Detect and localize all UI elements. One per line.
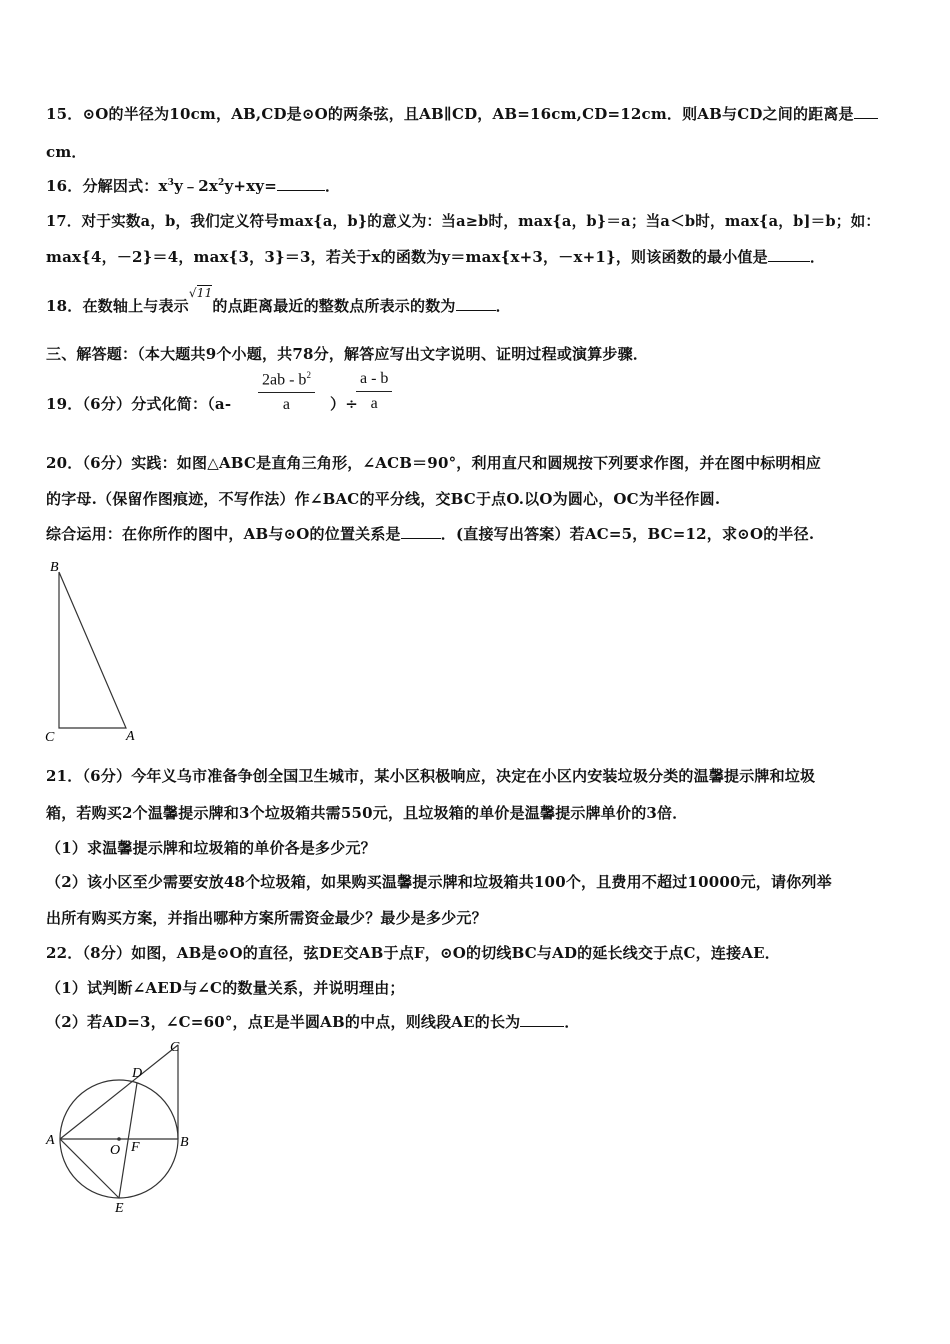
q21-line2: 箱，若购买2个温馨提示牌和3个垃圾箱共需550元，且垃圾箱的单价是温馨提示牌单价的3倍． [46,804,688,822]
q15-line1: 15．⊙O的半径为10cm，AB,CD是⊙O的两条弦，且AB∥CD，AB=16cm,CD=12cm．则AB与CD之间的距离是 [46,103,878,124]
q22-line3: （2）若AD=3，∠C=60°，点E是半圆AB的中点，则线段AE的长为 ． [46,1013,580,1031]
sqrt-11: √11 [188,286,213,300]
answer-blank [854,104,878,119]
q20-line1: 20．（6分）实践：如图△ABC是直角三角形，∠ACB＝90°，利用直尺和圆规按下列要求作图，并在图中标明相应 [46,454,822,472]
line-ac [60,1045,178,1139]
q21-line5: 出所有购买方案，并指出哪种方案所需资金最少？最少是多少元？ [46,909,487,927]
q15-line2: cm． [46,143,87,161]
q21-line3: （1）求温馨提示牌和垃圾箱的单价各是多少元？ [46,839,376,857]
q20-line2: 的字母.（保留作图痕迹，不写作法）作∠BAC的平分线，交BC于点O.以O为圆心，OC为半径作圆. [46,490,721,508]
q19-fraction-1: $2ab - b^2$ a [258,370,315,414]
q19-prefix: 19．（6分）分式化简：（a- [46,395,232,413]
q20-triangle-figure [40,555,150,750]
answer-blank [401,524,441,539]
label-a: A [46,1133,55,1148]
q19-fraction-2: a - b a [356,370,392,413]
label-d: D [132,1066,143,1081]
label-e: E [115,1201,124,1215]
label-c: C [45,730,55,745]
label-o: O [110,1143,121,1158]
triangle-abc [59,572,126,728]
q18-line: 18．在数轴上与表示√11的点距离最近的整数点所表示的数为 ． [46,286,511,315]
q21-line1: 21．（6分）今年义乌市准备争创全国卫生城市，某小区积极响应，决定在小区内安装垃圾分类的温馨提示牌和垃圾 [46,767,816,785]
label-b: B [50,560,59,575]
q21-line4: （2）该小区至少需要安放48个垃圾箱，如果购买温馨提示牌和垃圾箱共100个，且费用不超过10000元，请你列举 [46,873,832,891]
q22-line1: 22．（8分）如图，AB是⊙O的直径，弦DE交AB于点F，⊙O的切线BC与AD的延长线交于点C，连接AE． [46,944,780,962]
center-point-o [117,1137,121,1141]
label-a: A [126,729,135,744]
label-f: F [131,1140,140,1155]
answer-blank [277,176,325,191]
section-3-heading: 三、解答题：（本大题共9个小题，共78分，解答应写出文字说明、证明过程或演算步骤． [46,345,649,363]
q17-line2: max{4，－2}＝4，max{3，3}＝3，若关于x的函数为y＝max{x+3，－x+1}，则该函数的最小值是 ． [46,248,826,266]
label-b: B [180,1135,189,1150]
answer-blank [456,296,496,311]
q22-line2: （1）试判断∠AED与∠C的数量关系，并说明理由； [46,979,405,997]
q17-line1: 17．对于实数a，b，我们定义符号max{a，b}的意义为：当a≥b时，max{a，b}＝a；当a＜b时，max{a，b]＝b；如： [46,213,881,230]
q16-line: 16．分解因式：$x^3y﹣2x^2y+xy=$ ． [46,177,341,195]
q22-circle-figure [40,1035,200,1215]
label-c: C [170,1040,180,1055]
q20-line3: 综合运用：在你所作的图中，AB与⊙O的位置关系是 ．(直接写出答案）若AC=5，BC=12，求⊙O的半径. [46,525,815,543]
answer-blank [520,1012,564,1027]
q19-divide: ）÷ [330,395,358,413]
answer-blank [768,247,810,262]
